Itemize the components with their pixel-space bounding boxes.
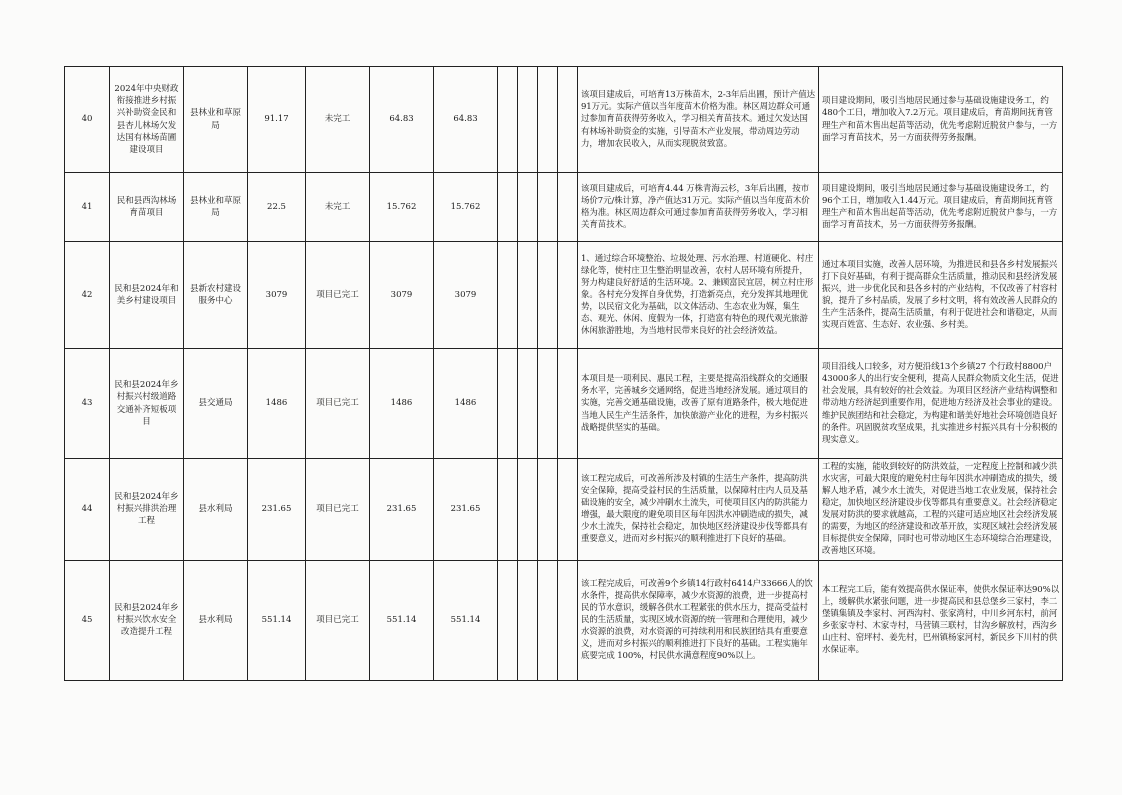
investment-a: 3079	[370, 242, 434, 349]
investment-a: 551.14	[370, 560, 434, 680]
empty-cell	[558, 67, 578, 173]
project-name: 民和县2024年乡村振兴村级道路交通补齐短板项目	[110, 349, 184, 459]
empty-cell	[498, 67, 518, 173]
table-row	[65, 67, 1063, 173]
investment-a: 64.83	[370, 67, 434, 173]
responsible-unit: 县交通局	[184, 349, 248, 459]
project-name: 民和县2024年乡村振兴饮水安全改造提升工程	[110, 560, 184, 680]
empty-cell	[498, 173, 518, 242]
empty-cell	[518, 349, 538, 459]
empty-cell	[538, 173, 558, 242]
empty-cell	[498, 459, 518, 561]
benefit-description: 本项目是一项利民、惠民工程，主要是提高沿线群众的交通服务水平，完善城乡交通网络，促进当地经济发展。通过项目的实施，完善交通基础设施，改善了原有道路条件，极大地促进当地人民生产生活条件，加快旅游产业化的进程，为乡村振兴战略提供坚实的基础。	[578, 349, 819, 459]
total-investment: 551.14	[248, 560, 306, 680]
mechanism-description: 工程的实施，能收到较好的防洪效益，一定程度上控制和减少洪水灾害，可最大限度的避免村庄每年因洪水冲刷造成的损失，缓解人地矛盾，减少水土流失，对促进当地工农业发展，保持社会稳定，加快地区经济建设步伐等都具有重要意义。社会经济稳定发展对防洪的要求就越高，工程的兴建可适应地区社会经济发展的需要，为地区的经济建设和改革开放，实现区域社会经济发展目标提供安全保障，同时也可带动地区生态环境综合治理建设，改善地区环境。	[819, 459, 1063, 561]
empty-cell	[518, 242, 538, 349]
empty-cell	[518, 459, 538, 561]
total-investment: 231.65	[248, 459, 306, 561]
investment-b: 231.65	[434, 459, 498, 561]
responsible-unit: 县水利局	[184, 459, 248, 561]
investment-a: 1486	[370, 349, 434, 459]
table-row	[65, 459, 1063, 561]
total-investment: 3079	[248, 242, 306, 349]
investment-b: 3079	[434, 242, 498, 349]
mechanism-description: 项目建设期间，吸引当地居民通过参与基础设施建设务工，约480个工日，增加收入7.2万元。项目建成后，育苗期间抚育管理生产和苗木售出起苗等活动，优先考虑附近脱贫户参与，一方面学习育苗技术，另一方面获得劳务报酬。	[819, 67, 1063, 173]
benefit-description: 该工程完成后，可改善所涉及村镇的生活生产条件，提高防洪安全保障，提高受益村民的生活质量，以保障村庄内人员及基础设施的安全，减少冲刷水土流失，可使项目区内的防洪能力增强，最大限度的避免项目区每年因洪水冲刷造成的损失，减少水土流失，保持社会稳定，加快地区经济建设步伐等都具有重要意义，进而对乡村振兴的顺利推进打下良好的基础。	[578, 459, 819, 561]
mechanism-description: 项目建设期间，吸引当地居民通过参与基础设施建设务工，约96个工日，增加收入1.44万元。项目建成后，育苗期间抚育管理生产和苗木售出起苗等活动，优先考虑附近脱贫户参与，一方面学习育苗技术，另一方面获得劳务报酬。	[819, 173, 1063, 242]
benefit-description: 该项目建成后，可培育13万株苗木，2-3年后出圃，预计产值达91万元。实际产值以当年度苗木价格为准。林区周边群众可通过参加育苗获得劳务收入，学习相关育苗技术。通过欠发达国有林场补助资金的实施，引导苗木产业发展，带动周边劳动力，增加农民收入，从而实现脱贫致富。	[578, 67, 819, 173]
project-name: 民和县2024年乡村振兴排洪治理工程	[110, 459, 184, 561]
mechanism-description: 通过本项目实施，改善人居环境，为推进民和县各乡村发展振兴打下良好基础，有利于提高群众生活质量，推动民和县经济发展振兴，进一步优化民和县各乡村的产业结构，不仅改善了村容村貌，提升了乡村品质，发展了乡村文明，将有效改善人民群众的生产生活条件，提高生活质量，有利于促进社会和谐稳定，从而实现百姓富、生态好、农业强、乡村美。	[819, 242, 1063, 349]
empty-cell	[538, 67, 558, 173]
project-name: 民和县2024年和美乡村建设项目	[110, 242, 184, 349]
completion-status: 项目已完工	[306, 459, 370, 561]
project-table	[64, 66, 1063, 681]
empty-cell	[558, 242, 578, 349]
empty-cell	[558, 560, 578, 680]
empty-cell	[518, 173, 538, 242]
empty-cell	[498, 242, 518, 349]
mechanism-description: 项目沿线人口较多，对方便沿线13个乡镇27 个行政村8800户43000多人的出行安全便利，提高人民群众物质文化生活，促进社会发展，具有较好的社会效益。为项目区经济产业结构调整和带动地方经济起到重要作用，促进地方经济及社会事业的建设。维护民族团结和社会稳定，为构建和谐美好地社会环境创造良好的条件。巩固脱贫攻坚成果，扎实推进乡村振兴具有十分积极的现实意义。	[819, 349, 1063, 459]
responsible-unit: 县林业和草原局	[184, 67, 248, 173]
benefit-description: 1、通过综合环境整治、垃圾处理、污水治理、村道硬化、村庄绿化等，使村庄卫生整治明显改善，农村人居环境有所提升，努力构建良好舒适的生活环境。2、兼顾富民宜居，树立村庄形象。各村充分发挥自身优势，打造新亮点，充分发挥其地理优势，以民宿文化为基础，以文体活动、生态农业为媒，集生态、观光、休闲、度假为一体，打造富有特色的现代观光旅游休闲旅游胜地，为当地村民带来良好的社会经济效益。	[578, 242, 819, 349]
investment-b: 15.762	[434, 173, 498, 242]
empty-cell	[538, 560, 558, 680]
row-number: 40	[65, 67, 110, 173]
responsible-unit: 县新农村建设服务中心	[184, 242, 248, 349]
responsible-unit: 县林业和草原局	[184, 173, 248, 242]
row-number: 42	[65, 242, 110, 349]
investment-b: 1486	[434, 349, 498, 459]
empty-cell	[538, 349, 558, 459]
completion-status: 未完工	[306, 67, 370, 173]
responsible-unit: 县水利局	[184, 560, 248, 680]
table-row	[65, 560, 1063, 680]
row-number: 43	[65, 349, 110, 459]
empty-cell	[518, 67, 538, 173]
row-number: 44	[65, 459, 110, 561]
project-name: 2024年中央财政衔接推进乡村振兴补助资金民和县杏儿林场欠发达国有林场苗圃建设项目	[110, 67, 184, 173]
empty-cell	[518, 560, 538, 680]
project-name: 民和县西沟林场育苗项目	[110, 173, 184, 242]
completion-status: 未完工	[306, 173, 370, 242]
empty-cell	[558, 173, 578, 242]
benefit-description: 该工程完成后，可改善9个乡镇14行政村6414户33666人的饮水条件，提高供水保障率，减少水资源的浪费，进一步提高村民的节水意识，缓解各供水工程紧张的供水压力，提高受益村民的生活质量，实现区域水资源的统一管理和合理使用，减少水资源的浪费，对水资源的可持续利用和民族团结具有重要意义，进而对乡村振兴的顺利推进打下良好的基础。工程实施年底要完成 100%，村民供水满意程度90%以上。	[578, 560, 819, 680]
investment-a: 231.65	[370, 459, 434, 561]
empty-cell	[558, 459, 578, 561]
empty-cell	[538, 459, 558, 561]
row-number: 45	[65, 560, 110, 680]
mechanism-description: 本工程完工后，能有效提高供水保证率，使供水保证率达90%以上，缓解供水紧张问题，进一步提高民和县总堡乡三家村，李二堡镇集镇及李家村、河西沟村、张家湾村，中川乡河东村，前河乡张家寺村、木家寺村，马营镇三联村，甘沟乡解放村，西沟乡山庄村、窑坪村、姜先村，巴州镇杨家河村，新民乡下川村的供水保证率。	[819, 560, 1063, 680]
completion-status: 项目已完工	[306, 242, 370, 349]
total-investment: 1486	[248, 349, 306, 459]
empty-cell	[498, 560, 518, 680]
investment-a: 15.762	[370, 173, 434, 242]
completion-status: 项目已完工	[306, 349, 370, 459]
investment-b: 64.83	[434, 67, 498, 173]
table-row	[65, 173, 1063, 242]
empty-cell	[558, 349, 578, 459]
row-number: 41	[65, 173, 110, 242]
table-row	[65, 242, 1063, 349]
table-row	[65, 349, 1063, 459]
investment-b: 551.14	[434, 560, 498, 680]
benefit-description: 该项目建成后，可培育4.44 万株青海云杉，3年后出圃，按市场价7元/株计算，净产值达31万元。实际产值以当年度苗木价格为准。林区周边群众可通过参加育苗获得劳务收入，学习相关育苗技术。	[578, 173, 819, 242]
completion-status: 项目已完工	[306, 560, 370, 680]
empty-cell	[498, 349, 518, 459]
total-investment: 22.5	[248, 173, 306, 242]
total-investment: 91.17	[248, 67, 306, 173]
empty-cell	[538, 242, 558, 349]
